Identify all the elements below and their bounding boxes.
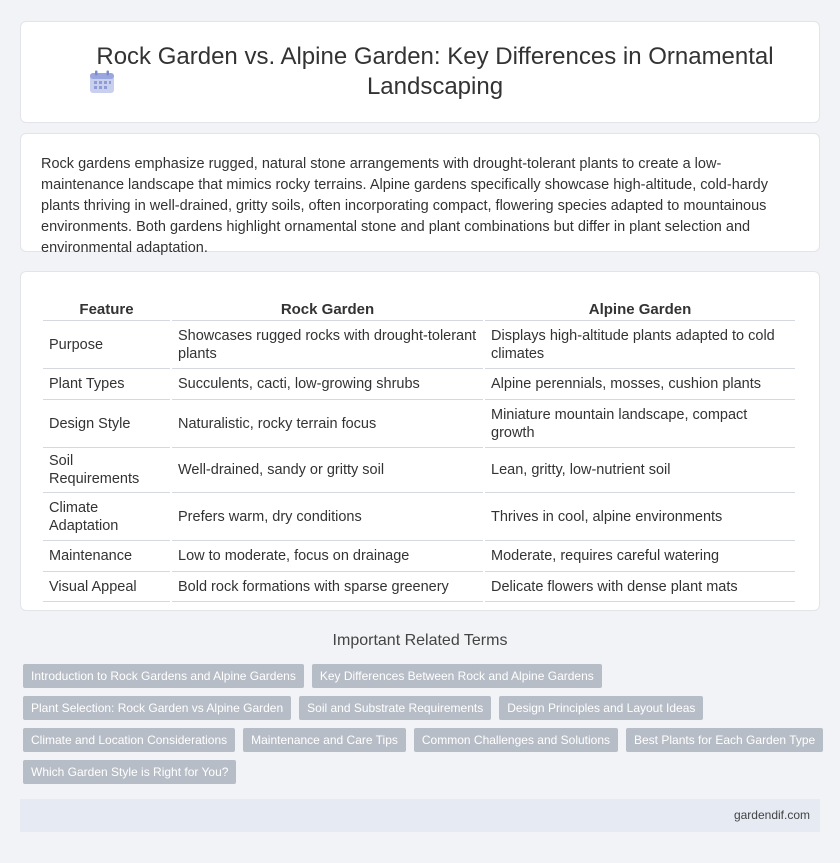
related-term-tag[interactable]: Plant Selection: Rock Garden vs Alpine Garden <box>23 696 291 720</box>
table-cell: Visual Appeal <box>43 571 170 602</box>
table-row <box>43 492 795 540</box>
table-row <box>43 368 795 399</box>
table-row <box>43 540 795 571</box>
table-cell: Alpine perennials, mosses, cushion plants <box>485 368 795 399</box>
table-cell: Maintenance <box>43 540 170 571</box>
table-cell: Thrives in cool, alpine environments <box>485 492 795 540</box>
table-row <box>43 571 795 602</box>
table-cell: Succulents, cacti, low-growing shrubs <box>172 368 483 399</box>
table-cell: Purpose <box>43 320 170 368</box>
related-term-tag[interactable]: Design Principles and Layout Ideas <box>499 696 703 720</box>
intro-text: Rock gardens emphasize rugged, natural stone arrangements with drought-tolerant plants to create a low-maintenance landscape that mimics rocky terrains. Alpine gardens specifically showcase high-altitude, cold-hardy plants thriving in well-drained, gritty soils, often incorporating compact, flowering species adapted to mountainous environments. Both gardens highlight ornamental stone and plant combinations but differ in plant selection and environmental adaptation. <box>41 156 768 256</box>
table-row <box>43 399 795 447</box>
column-header-feature: Feature <box>79 301 134 318</box>
footer-site-link[interactable]: gardendif.com <box>733 808 810 822</box>
table-cell: Soil Requirements <box>43 447 170 492</box>
table-header-row <box>43 292 795 320</box>
column-header-alpine-garden: Alpine Garden <box>588 301 692 318</box>
related-terms-title: Important Related Terms <box>332 632 508 649</box>
table-cell: Miniature mountain landscape, compact growth <box>485 399 795 447</box>
related-term-tag[interactable]: Maintenance and Care Tips <box>243 728 406 752</box>
page-title: Rock Garden vs. Alpine Garden: Key Differences in Ornamental Landscaping <box>96 43 774 100</box>
table-cell: Well-drained, sandy or gritty soil <box>172 447 483 492</box>
comparison-card <box>20 271 820 611</box>
table-cell: Low to moderate, focus on drainage <box>172 540 483 571</box>
related-term-tag[interactable]: Best Plants for Each Garden Type <box>626 728 823 752</box>
table-cell: Lean, gritty, low-nutrient soil <box>485 447 795 492</box>
related-term-tag[interactable]: Soil and Substrate Requirements <box>299 696 491 720</box>
related-term-tag[interactable]: Climate and Location Considerations <box>23 728 235 752</box>
intro-card <box>20 133 820 256</box>
table-cell: Design Style <box>43 399 170 447</box>
table-row <box>43 447 795 492</box>
related-terms-list <box>23 664 823 792</box>
related-term-tag[interactable]: Introduction to Rock Gardens and Alpine Gardens <box>23 664 304 688</box>
table-cell: Plant Types <box>43 368 170 399</box>
table-cell: Showcases rugged rocks with drought-tolerant plants <box>172 320 483 368</box>
table-cell: Bold rock formations with sparse greenery <box>172 571 483 602</box>
related-term-tag[interactable]: Common Challenges and Solutions <box>414 728 618 752</box>
table-cell: Prefers warm, dry conditions <box>172 492 483 540</box>
table-cell: Delicate flowers with dense plant mats <box>485 571 795 602</box>
table-cell: Moderate, requires careful watering <box>485 540 795 571</box>
column-header-rock-garden: Rock Garden <box>280 301 375 318</box>
header-card <box>20 21 820 123</box>
table-cell: Naturalistic, rocky terrain focus <box>172 399 483 447</box>
comparison-table <box>41 292 797 602</box>
table-cell: Climate Adaptation <box>43 492 170 540</box>
footer <box>20 799 820 832</box>
table-row <box>43 320 795 368</box>
table-cell: Displays high-altitude plants adapted to cold climates <box>485 320 795 368</box>
related-term-tag[interactable]: Key Differences Between Rock and Alpine Gardens <box>312 664 602 688</box>
related-term-tag[interactable]: Which Garden Style is Right for You? <box>23 760 236 784</box>
